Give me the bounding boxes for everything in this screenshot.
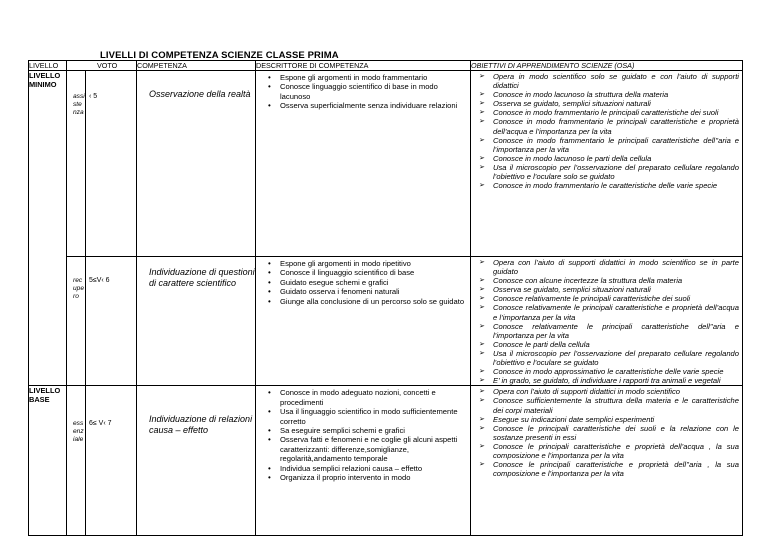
level-base: LIVELLO BASE — [29, 386, 67, 536]
sub-level-label: rec upe ro — [73, 277, 85, 300]
header-descrittore: DESCRITTORE DI COMPETENZA — [256, 61, 471, 71]
descriptor-list — [256, 386, 470, 482]
descriptor-item: • Conosce il linguaggio scientifico di base — [280, 268, 468, 277]
objective-item: ➢ Opera in modo scientifico solo se guidato e con l’aiuto di supporti didattici — [493, 72, 739, 90]
objective-item: ➢ Conosce con alcune incertezze la struttura della materia — [493, 276, 739, 285]
objective-item: ➢ Conosce in modo frammentario le caratteristiche delle varie specie — [493, 181, 739, 190]
competence-label: Individuazione di relazioni causa – effetto — [149, 414, 253, 436]
table-row — [29, 386, 743, 536]
descriptor-item: • Usa il linguaggio scientifico in modo sufficientemente corretto — [280, 407, 468, 426]
table-row — [29, 257, 743, 386]
vote-range: 5≤V‹ 6 — [89, 277, 110, 284]
objective-list — [471, 386, 742, 478]
document-title: LIVELLI DI COMPETENZA SCIENZE CLASSE PRIMA — [100, 50, 339, 61]
objective-item: ➢ Conosce le parti della cellula — [493, 340, 739, 349]
descriptor-item: • Organizza il proprio intervento in modo — [280, 473, 468, 482]
descriptor-item: • Individua semplici relazioni causa – effetto — [280, 464, 468, 473]
objective-item: ➢ Opera con l’aiuto di supporti didattici in modo scientifico se in parte guidato — [493, 258, 739, 276]
sub-level-label: assi ste nza — [73, 93, 85, 116]
descriptor-item: • Espone gli argomenti in modo frammentario — [280, 73, 468, 82]
descriptor-item: • Osserva superficialmente senza individuare relazioni — [280, 101, 468, 110]
descriptor-item: • Giunge alla conclusione di un percorso solo se guidato — [280, 297, 468, 306]
competence-label: Osservazione della realtà — [149, 89, 251, 99]
objective-item: ➢ Conosce in modo lacunoso le parti della cellula — [493, 154, 739, 163]
header-voto: VOTO — [67, 61, 137, 71]
descriptor-list — [256, 71, 470, 111]
objective-item: ➢ Conosce sufficientemente la struttura della materia e le caratteristiche dei corpi materiali — [493, 396, 739, 414]
objective-item: ➢ Usa il microscopio per l’osservazione del preparato cellulare regolando l’obiettivo e l’oculare se guidato — [493, 349, 739, 367]
objective-item: ➢ E’ in grado, se guidato, di individuare i rapporti tra animali e vegetali — [493, 376, 739, 385]
descriptor-item: • Sa eseguire semplici schemi e grafici — [280, 426, 468, 435]
objective-item: ➢ Conosce in modo lacunoso la struttura della materia — [493, 90, 739, 99]
objective-item: ➢ Osserva se guidato, semplici situazioni naturali — [493, 285, 739, 294]
descriptor-item: • Guidato osserva i fenomeni naturali — [280, 287, 468, 296]
header-livello: LIVELLO — [29, 61, 67, 71]
header-competenza: COMPETENZA — [137, 61, 256, 71]
objective-item: ➢ Usa il microscopio per l’osservazione del preparato cellulare regolando l’obiettivo e l’oculare solo se guidato — [493, 163, 739, 181]
objective-item: ➢ Conosce in modo frammentario le principali caratteristiche e proprietà dell’acqua e l’importanza per la vita — [493, 117, 739, 135]
header-obiettivi: OBIETTIVI DI APPRENDIMENTO SCIENZE (OSA) — [471, 61, 743, 71]
objective-item: ➢ Conosce le principali caratteristiche dei suoli e la relazione con le sostanze presenti in essi — [493, 424, 739, 442]
objective-item: ➢ Conosce le principali caratteristiche e proprietà dell’’aria , la sua composizione e l’importanza per la vita — [493, 460, 739, 478]
objective-list — [471, 257, 742, 385]
objective-item: ➢ Opera con l’aiuto di supporti didattici in modo scientifico — [493, 387, 739, 396]
level-minimo: LIVELLO MINIMO — [29, 71, 67, 386]
descriptor-item: • Espone gli argomenti in modo ripetitivo — [280, 259, 468, 268]
descriptor-item: • Osserva fatti e fenomeni e ne coglie gli alcuni aspetti caratterizzanti: differenze,somiglianze, regolarità,andamento temporale — [280, 435, 468, 463]
objective-item: ➢ Esegue su indicazioni date semplici esperimenti — [493, 415, 739, 424]
objective-list — [471, 71, 742, 190]
descriptor-item: • Conosce in modo adeguato nozioni, concetti e procedimenti — [280, 388, 468, 407]
descriptor-list — [256, 257, 470, 306]
header-row — [29, 61, 743, 71]
objective-item: ➢ Conosce relativamente le principali caratteristiche dei suoli — [493, 294, 739, 303]
vote-range: ‹ 5 — [89, 93, 98, 100]
vote-range: 6≤ V‹ 7 — [89, 420, 112, 428]
competence-label: Individuazione di questioni di carattere scientifico — [149, 267, 255, 288]
objective-item: ➢ Conosce in modo frammentario le principali caratteristiche dell’’aria e l’importanza per la vita — [493, 136, 739, 154]
descriptor-item: • Conosce linguaggio scientifico di base in modo lacunoso — [280, 82, 468, 101]
objective-item: ➢ Osserva se guidato, semplici situazioni naturali — [493, 99, 739, 108]
sub-level-label: ess enz iale — [73, 420, 84, 444]
objective-item: ➢ Conosce in modo frammentario le principali caratteristiche dei suoli — [493, 108, 739, 117]
competency-table — [28, 60, 743, 536]
table-row — [29, 71, 743, 257]
objective-item: ➢ Conosce le principali caratteristiche e proprietà dell’acqua , la sua composizione e l’importanza per la vita — [493, 442, 739, 460]
descriptor-item: • Guidato esegue schemi e grafici — [280, 278, 468, 287]
objective-item: ➢ Conosce relativamente le principali caratteristiche e proprietà dell’acqua e l’importanza per la vita — [493, 303, 739, 321]
objective-item: ➢ Conosce relativamente le principali caratteristiche dell’’aria e l’importanza per la vita — [493, 322, 739, 340]
objective-item: ➢ Conosce in modo approssimativo le caratteristiche delle varie specie — [493, 367, 739, 376]
